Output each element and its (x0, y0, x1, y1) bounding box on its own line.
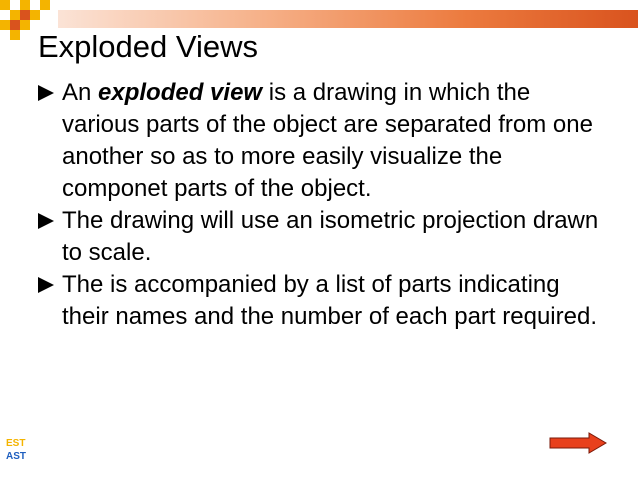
square-triangle-bullet-icon (38, 85, 54, 101)
slide-title: Exploded Views (38, 29, 259, 64)
footer-logo (6, 437, 26, 463)
square-triangle-bullet-icon (38, 213, 54, 229)
decor-square (0, 20, 10, 30)
decor-square (10, 10, 20, 20)
decor-square (40, 0, 50, 10)
decor-square (0, 10, 10, 20)
decor-square (10, 20, 20, 30)
bullet-item (36, 269, 606, 333)
footer-line-2: AST (6, 451, 26, 462)
decor-square (10, 30, 20, 40)
decor-square (30, 10, 40, 20)
decor-square (20, 0, 30, 10)
bullet-emphasis: exploded view (98, 79, 263, 106)
bullet-text: The drawing will use an isometric projection drawn to scale. (62, 207, 599, 266)
footer-line-1: EST (6, 438, 26, 449)
next-arrow-icon[interactable] (549, 432, 607, 454)
bullet-text-prefix: An (62, 79, 99, 106)
decor-square (20, 20, 30, 30)
bullet-item (36, 205, 606, 269)
decor-square (20, 10, 30, 20)
bullet-item (36, 77, 606, 205)
decor-square (0, 0, 10, 10)
bullet-list (36, 77, 606, 333)
decor-square (30, 0, 40, 10)
decor-square (10, 0, 20, 10)
bullet-text-rest: is a drawing in which the various parts of the object are separated from one another so as to more easily visualize the componet parts of the object. (62, 79, 593, 202)
bullet-text: The is accompanied by a list of parts indicating their names and the number of each part required. (62, 271, 597, 330)
header-gradient-bar (58, 10, 638, 28)
square-triangle-bullet-icon (38, 277, 54, 293)
